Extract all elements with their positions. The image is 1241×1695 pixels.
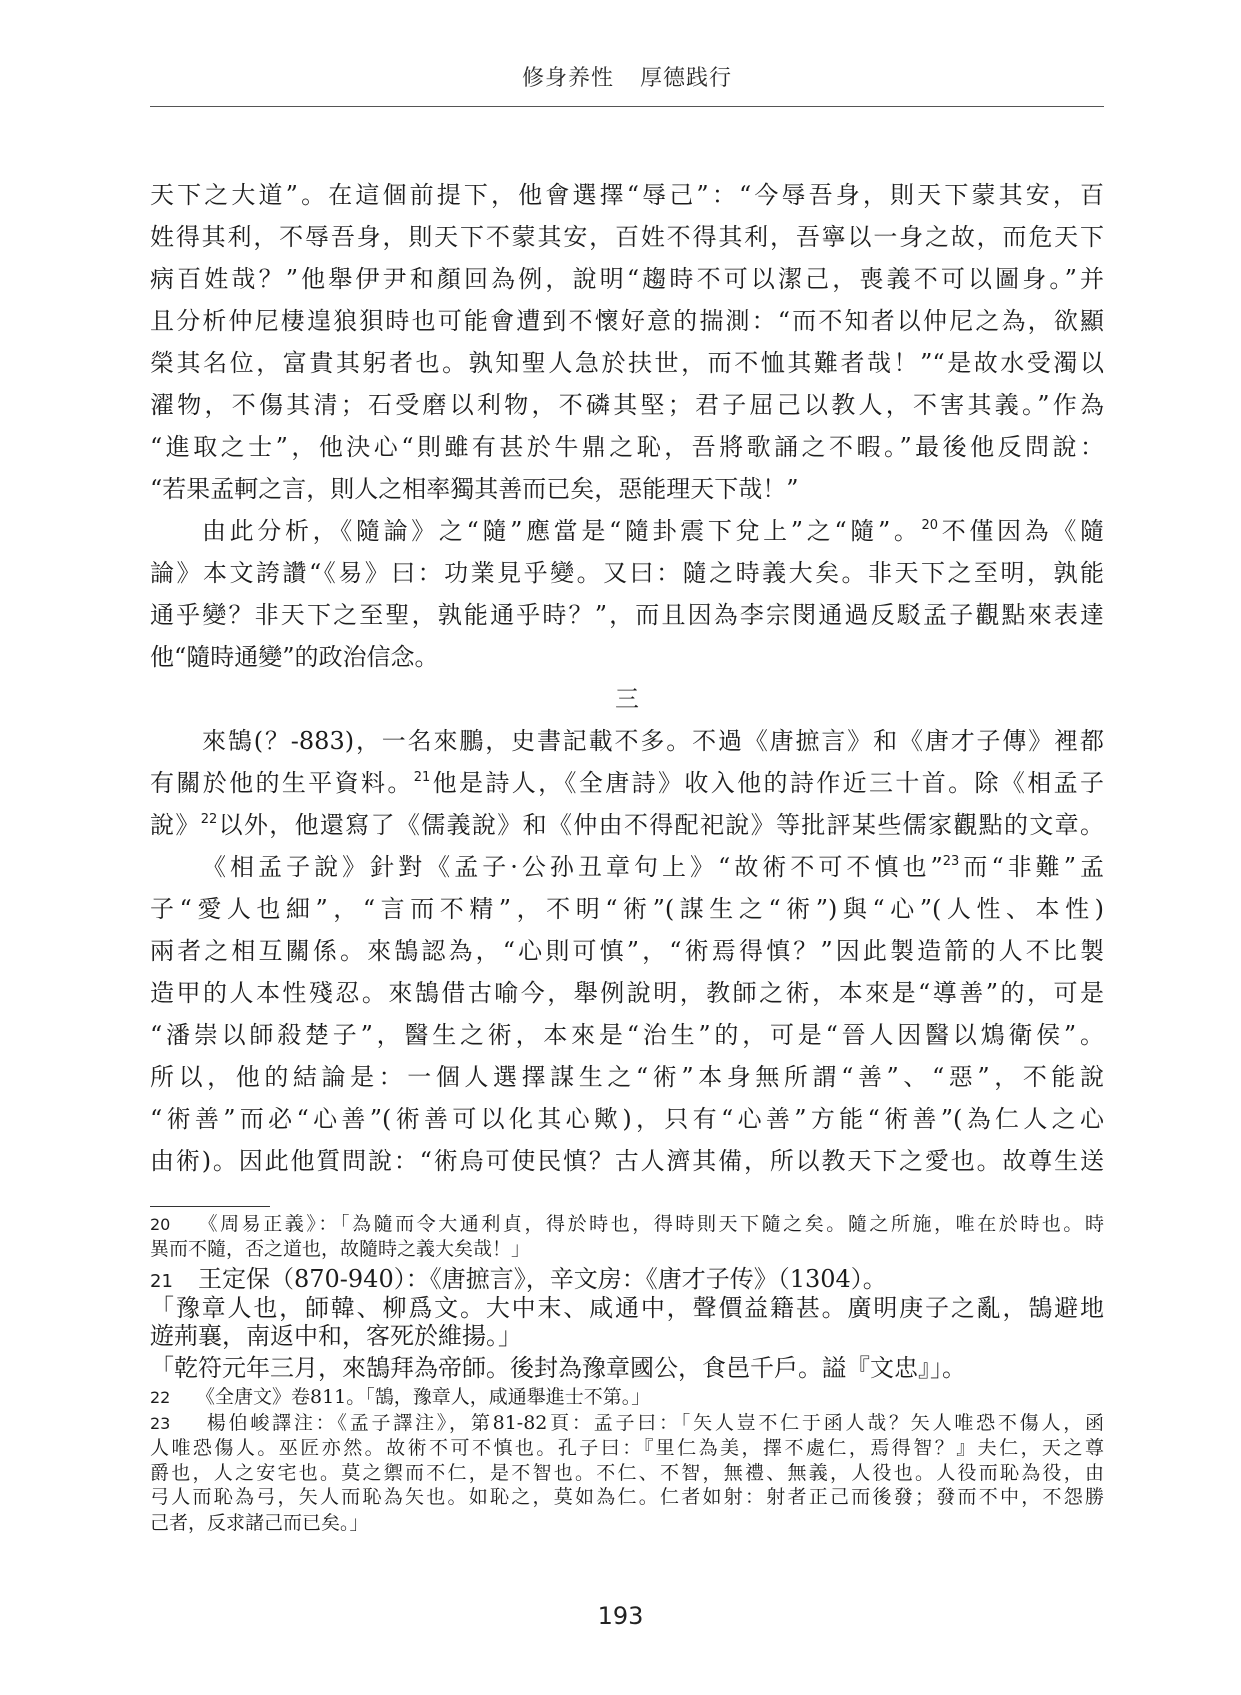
body-line: 病百姓哉？”他舉伊尹和顏回為例，說明“趨時不可以潔己，喪義不可以圖身。”并 [150,265,1104,293]
body-line [150,846,1104,888]
header-title-right: 厚德践行 [640,66,733,91]
line-text: 由此分析，《隨論》之“隨”應當是“隨卦震下兌上”之“隨”。 [202,517,922,545]
line-text: 而“非難”孟 [959,853,1105,881]
line-text: 說》 [150,811,201,839]
footnote-line: 爵也，人之安宅也。莫之禦而不仁，是不智也。不仁、不智，無禮、無義，人役也。人役而恥為役，由 [150,1462,1104,1484]
body-line: 他“隨時通變”的政治信念。 [150,643,439,671]
body-line: 所以，他的結論是：一個人選擇謀生之“術”本身無所謂“善”、“惡”，不能說 [150,1063,1104,1091]
body-line: 兩者之相互關係。來鵠認為，“心則可慎”，“術焉得慎？”因此製造箭的人不比製 [150,937,1104,965]
footnote-number: 20 [150,1215,171,1234]
body-line: 來鵠(？-883)，一名來鵬，史書記載不多。不過《唐摭言》和《唐才子傳》裡都 [202,727,1104,755]
footnote-line: 人唯恐傷人。巫匠亦然。故術不可不慎也。孔子曰：『里仁為美，擇不處仁，焉得智？』夫仁，天之尊 [150,1437,1104,1459]
body-line: 子“愛人也細”，“言而不精”，不明“術”(謀生之“術”)與“心”(人性、本性) [150,895,1104,923]
body-line [150,510,1104,552]
body-line: 通乎變？非天下之至聖，孰能通乎時？”，而且因為李宗閔通過反駁孟子觀點來表達 [150,601,1104,629]
footnote-number: 22 [150,1388,171,1407]
footnote-ref-22: 22 [200,812,218,827]
footnote-ref-23: 23 [942,854,960,869]
line-text: 有關於他的生平資料。 [150,769,414,797]
footnote-22 [150,1385,1104,1410]
body-line: 由術)。因此他質問說：“術烏可使民慎？古人濟其備，所以教天下之愛也。故尊生送 [150,1147,1104,1175]
footnote-text: 楊伯峻譯注：《孟子譯注》，第81-82頁：孟子曰：「矢人豈不仁于函人哉？矢人唯恐不傷人，函 [204,1412,1104,1434]
body-line: 榮其名位，富貴其躬者也。孰知聖人急於扶世，而不恤其難者哉！”“是故水受濁以 [150,349,1104,377]
body-line: “若果孟軻之言，則人之相率獨其善而已矣，惡能理天下哉！” [150,475,799,503]
body-line: “潘崇以師殺楚子”，醫生之術，本來是“治生”的，可是“晉人因醫以鴆衛侯”。 [150,1021,1104,1049]
footnote-21 [150,1264,1104,1294]
section-heading: 三 [615,685,639,713]
footnote-separator [150,1206,270,1207]
body-line [150,762,1104,804]
footnote-text: 王定保（870-940）：《唐摭言》，辛文房：《唐才子传》（1304）。 [198,1265,887,1293]
line-text: 《相孟子說》針對《孟子·公孙丑章句上》“故術不可不慎也” [202,853,943,881]
body-line: 姓得其利，不辱吾身，則天下不蒙其安，百姓不得其利，吾寧以一身之故，而危天下 [150,223,1104,251]
footnote-23 [150,1411,1104,1436]
line-text: 他是詩人，《全唐詩》收入他的詩作近三十首。除《相孟子 [430,769,1105,797]
footnote-line: 己者，反求諸己而已矣。」 [150,1512,369,1534]
footnote-text: 《全唐文》卷811。「鵠，豫章人，咸通舉進士不第。」 [196,1386,651,1408]
body-line: 天下之大道”。在這個前提下，他會選擇“辱己”：“今辱吾身，則天下蒙其安，百 [150,181,1104,209]
footnote-text: 《周易正義》：「為隨而令大通利貞，得於時也，得時則天下隨之矣。隨之所施，唯在於時也。時 [196,1213,1104,1235]
body-line: 且分析仲尼棲遑狼狽時也可能會遭到不懷好意的揣測：“而不知者以仲尼之為，欲顯 [150,307,1104,335]
footnote-ref-20: 20 [921,518,939,533]
footnote-20 [150,1212,1104,1237]
footnote-line: 「豫章人也，師韓、柳爲文。大中末、咸通中，聲價益籍甚。廣明庚子之亂，鵠避地 [150,1294,1104,1322]
body-line: 濯物，不傷其清；石受磨以利物，不磷其堅；君子屈己以教人，不害其義。”作為 [150,391,1104,419]
footnote-line: 弓人而恥為弓，矢人而恥為矢也。如恥之，莫如為仁。仁者如射：射者正己而後發；發而不中，不怨勝 [150,1486,1104,1508]
body-line: 論》本文誇讚“《易》曰：功業見乎變。又曰：隨之時義大矣。非天下之至明，孰能 [150,559,1104,587]
line-text: 以外，他還寫了《儒義說》和《仲由不得配祀說》等批評某些儒家觀點的文章。 [217,811,1105,839]
footnote-number: 21 [150,1271,173,1292]
body-line: “術善”而必“心善”(術善可以化其心歟)，只有“心善”方能“術善”(為仁人之心 [150,1105,1104,1133]
footnote-line: 「乾符元年三月，來鵠拜為帝師。後封為豫章國公，食邑千戶。謚『文忠』」。 [150,1354,966,1382]
header-rule [150,106,1104,107]
body-line: 造甲的人本性殘忍。來鵠借古喻今，舉例說明，教師之術，本來是“導善”的，可是 [150,979,1104,1007]
line-text: 不僅因為《隨 [938,517,1104,545]
footnote-line: 異而不隨，否之道也，故隨時之義大矣哉！」 [150,1238,531,1260]
header-title-left: 修身养性 [521,66,614,91]
footnote-ref-21: 21 [413,770,431,785]
page-number: 193 [597,1602,644,1630]
body-line [150,804,1104,846]
body-line: “進取之士”，他決心“則雖有甚於牛鼎之恥，吾將歌誦之不暇。”最後他反問說： [150,433,1104,461]
running-header [150,64,1104,94]
footnote-line: 遊荊襄，南返中和，客死於維揚。」 [150,1322,522,1350]
footnote-number: 23 [150,1414,171,1433]
